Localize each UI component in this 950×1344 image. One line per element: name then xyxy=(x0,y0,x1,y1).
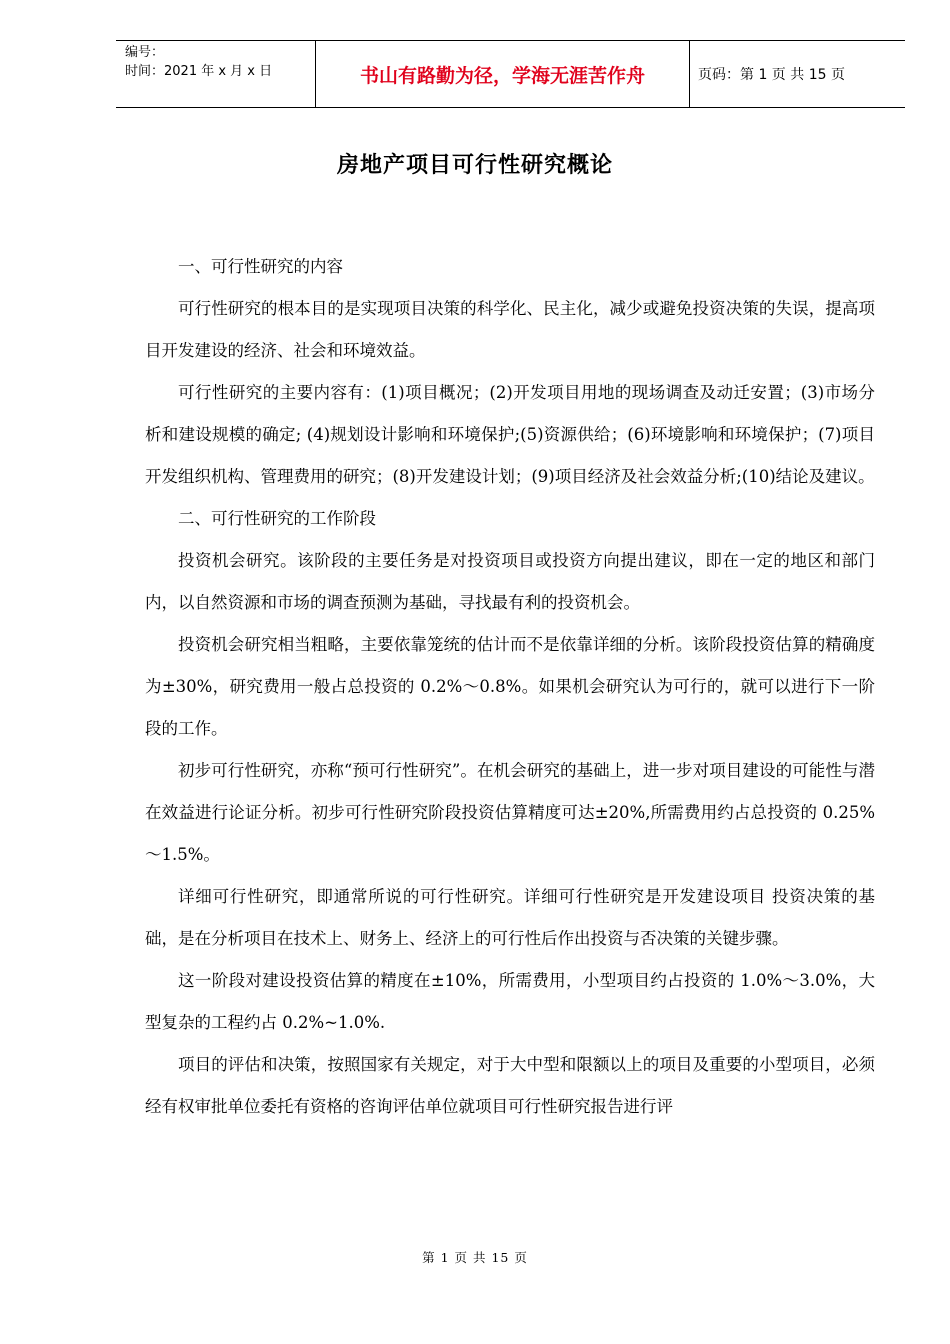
header-motto: 书山有路勤为径，学海无涯苦作舟 xyxy=(316,41,690,107)
header-meta xyxy=(116,41,316,107)
paragraph: 初步可行性研究，亦称“预可行性研究”。在机会研究的基础上，进一步对项目建设的可能性与潜在效益进行论证分析。初步可行性研究阶段投资估算精度可达±20%,所需费用约占总投资的 0.25%～1.5%。 xyxy=(145,761,875,864)
paragraph: 这一阶段对建设投资估算的精度在±10%，所需费用，小型项目约占投资的 1.0%～3.0%，大型复杂的工程约占 0.2%~1.0%. xyxy=(145,971,875,1032)
document-title: 房地产项目可行性研究概论 xyxy=(336,153,613,178)
page-footer: 第 1 页 共 15 页 xyxy=(422,1250,528,1265)
section-heading: 二、可行性研究的工作阶段 xyxy=(178,509,376,528)
paragraph: 投资机会研究相当粗略，主要依靠笼统的估计而不是依靠详细的分析。该阶段投资估算的精确度为±30%，研究费用一般占总投资的 0.2%～0.8%。如果机会研究认为可行的，就可以进行下一阶段的工作。 xyxy=(145,635,875,738)
header-page-info: 页码：第 1 页 共 15 页 xyxy=(698,67,845,83)
number-label: 编号： xyxy=(125,45,165,60)
page-header xyxy=(116,40,905,108)
paragraph: 详细可行性研究，即通常所说的可行性研究。详细可行性研究是开发建设项目 投资决策的基础，是在分析项目在技术上、财务上、经济上的可行性后作出投资与否决策的关键步骤。 xyxy=(145,887,875,948)
section-heading: 一、可行性研究的内容 xyxy=(178,257,343,276)
document-body xyxy=(145,246,875,1128)
paragraph: 项目的评估和决策，按照国家有关规定，对于大中型和限额以上的项目及重要的小型项目，必须经有权审批单位委托有资格的咨询评估单位就项目可行性研究报告进行评 xyxy=(145,1055,875,1116)
paragraph: 投资机会研究。该阶段的主要任务是对投资项目或投资方向提出建议，即在一定的地区和部门内，以自然资源和市场的调查预测为基础，寻找最有利的投资机会。 xyxy=(145,551,875,612)
paragraph: 可行性研究的主要内容有：(1)项目概况；(2)开发项目用地的现场调查及动迁安置；(3)市场分析和建设规模的确定; (4)规划设计影响和环境保护;(5)资源供给；(6)环境影响和环境保护；(7)项目开发组织机构、管理费用的研究；(8)开发建设计划；(9)项目经济及社会效益分析;(10)结论及建议。 xyxy=(145,383,875,486)
paragraph: 可行性研究的根本目的是实现项目决策的科学化、民主化，减少或避免投资决策的失误，提高项目开发建设的经济、社会和环境效益。 xyxy=(145,299,875,360)
time-label: 时间：2021 年 x 月 x 日 xyxy=(125,64,273,79)
